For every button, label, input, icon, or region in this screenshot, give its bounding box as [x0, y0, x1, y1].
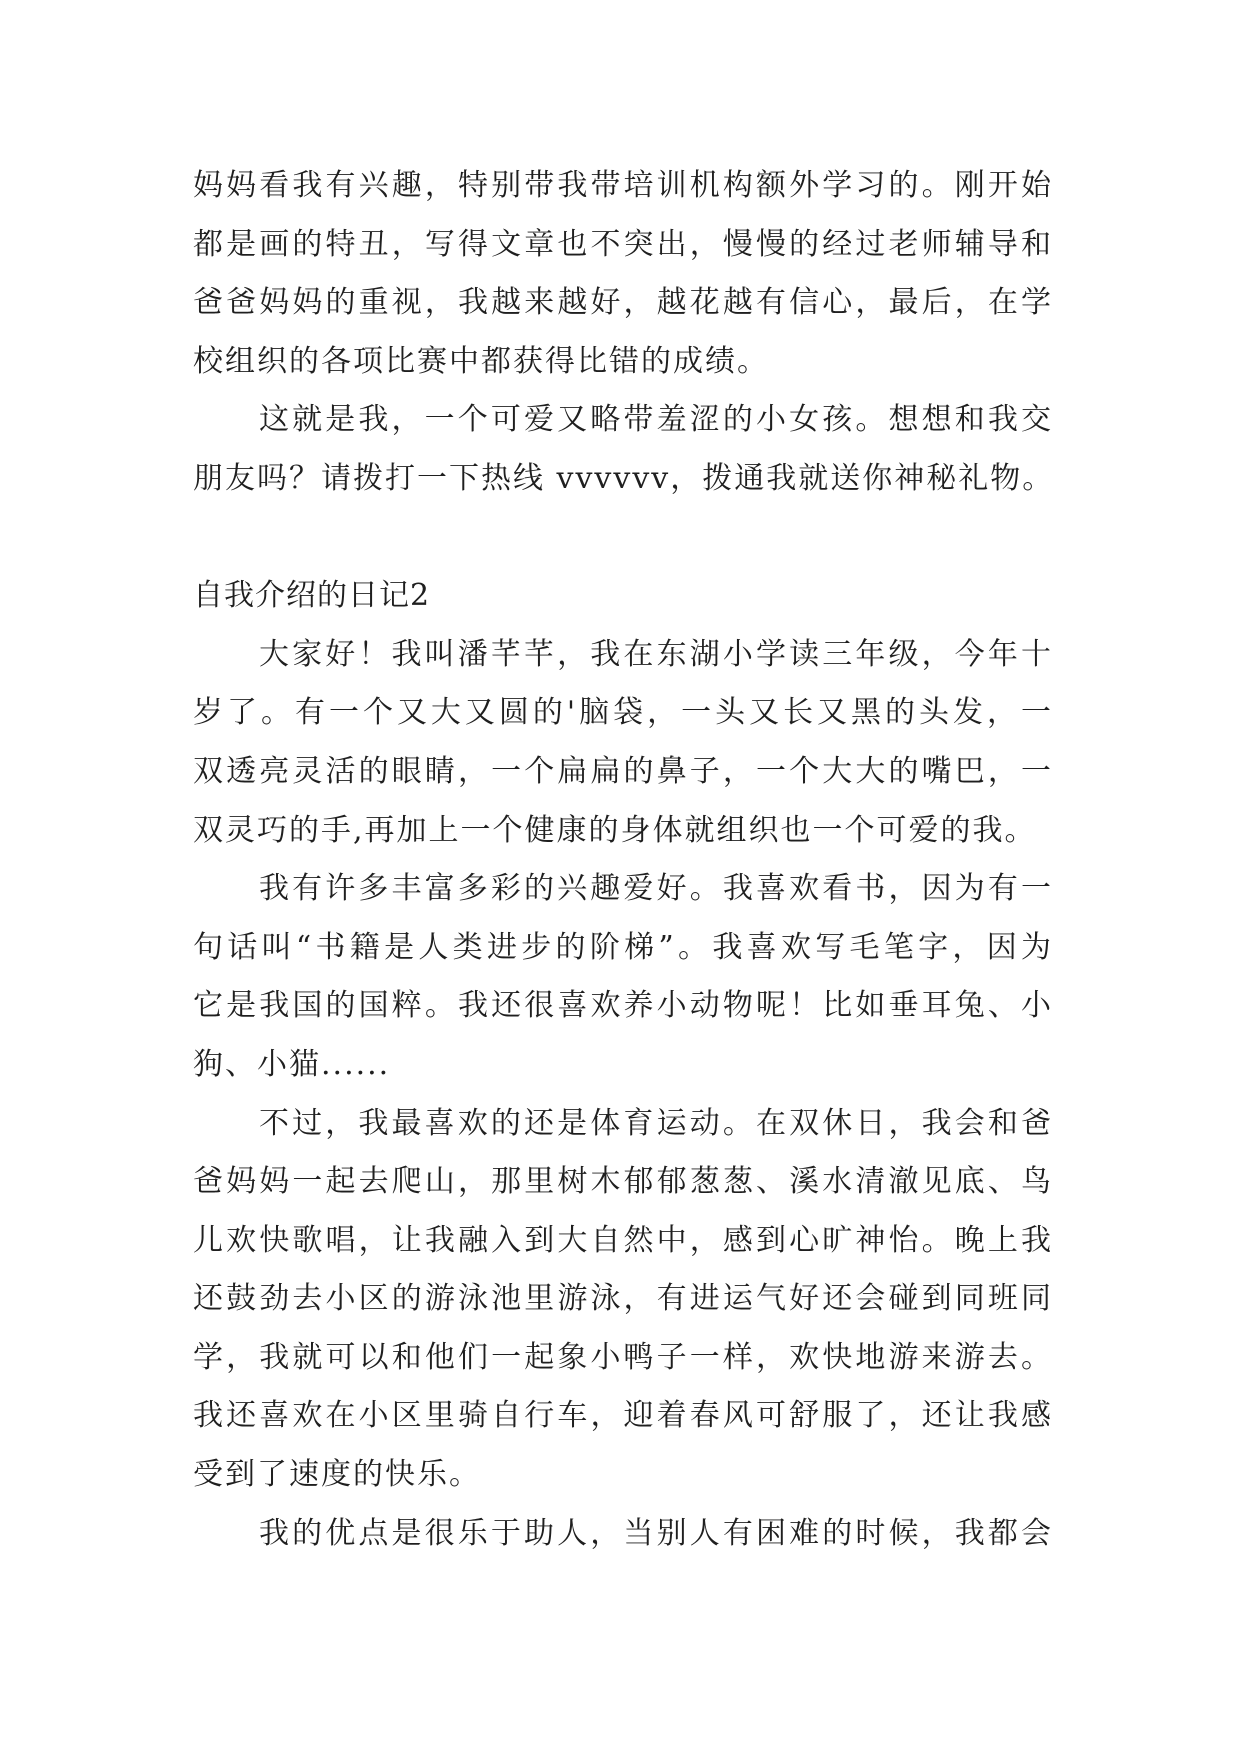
text-line: 还鼓劲去小区的游泳池里游泳，有进运气好还会碰到同班同 — [193, 1281, 1053, 1317]
text-line: 双透亮灵活的眼睛，一个扁扁的鼻子，一个大大的嘴巴，一 — [193, 753, 1053, 789]
text-line: 我还喜欢在小区里骑自行车，迎着春风可舒服了，还让我感 — [193, 1398, 1053, 1434]
document-body — [193, 157, 1053, 1563]
paragraph — [193, 1505, 1053, 1564]
text-line: 校组织的各项比赛中都获得比错的成绩。 — [193, 343, 769, 379]
text-line: 句话叫“书籍是人类进步的阶梯”。我喜欢写毛笔字，因为 — [193, 929, 1053, 965]
paragraph — [193, 391, 1053, 508]
text-line: 都是画的特丑，写得文章也不突出，慢慢的经过老师辅导和 — [193, 226, 1053, 262]
text-line: 这就是我，一个可爱又略带羞涩的小女孩。想想和我交 — [259, 402, 1053, 438]
section-heading: 自我介绍的日记2 — [193, 578, 431, 614]
text-line: 儿欢快歌唱，让我融入到大自然中，感到心旷神怡。晚上我 — [193, 1222, 1053, 1258]
text-line: 狗、小猫...... — [193, 1046, 391, 1082]
diary-section-2 — [193, 567, 1053, 1563]
text-line: 不过，我最喜欢的还是体育运动。在双休日，我会和爸 — [259, 1105, 1053, 1141]
paragraph — [193, 626, 1053, 860]
text-line: 它是我国的国粹。我还很喜欢养小动物呢！比如垂耳兔、小 — [193, 988, 1053, 1024]
paragraph — [193, 157, 1053, 391]
text-line: 朋友吗？请拨打一下热线 vvvvvv，拨通我就送你神秘礼物。 — [193, 460, 1055, 496]
text-line: 我有许多丰富多彩的兴趣爱好。我喜欢看书，因为有一 — [259, 871, 1053, 907]
text-line: 爸妈妈一起去爬山，那里树木郁郁葱葱、溪水清澈见底、鸟 — [193, 1164, 1053, 1200]
paragraph — [193, 1095, 1053, 1505]
text-line: 爸爸妈妈的重视，我越来越好，越花越有信心，最后，在学 — [193, 285, 1053, 321]
diary-section-1 — [193, 157, 1053, 509]
text-line: 学，我就可以和他们一起象小鸭子一样，欢快地游来游去。 — [193, 1339, 1053, 1375]
text-line: 妈妈看我有兴趣，特别带我带培训机构额外学习的。刚开始 — [193, 168, 1053, 203]
paragraph — [193, 860, 1053, 1094]
blank-line — [193, 509, 1053, 568]
text-line: 我的优点是很乐于助人，当别人有困难的时候，我都会 — [259, 1515, 1053, 1551]
text-line: 双灵巧的手,再加上一个健康的身体就组织也一个可爱的我。 — [193, 812, 1037, 848]
text-line: 受到了速度的快乐。 — [193, 1457, 481, 1493]
text-line: 岁了。有一个又大又圆的'脑袋，一头又长又黑的头发，一 — [193, 695, 1053, 731]
text-line: 大家好！我叫潘芊芊，我在东湖小学读三年级，今年十 — [259, 636, 1053, 672]
